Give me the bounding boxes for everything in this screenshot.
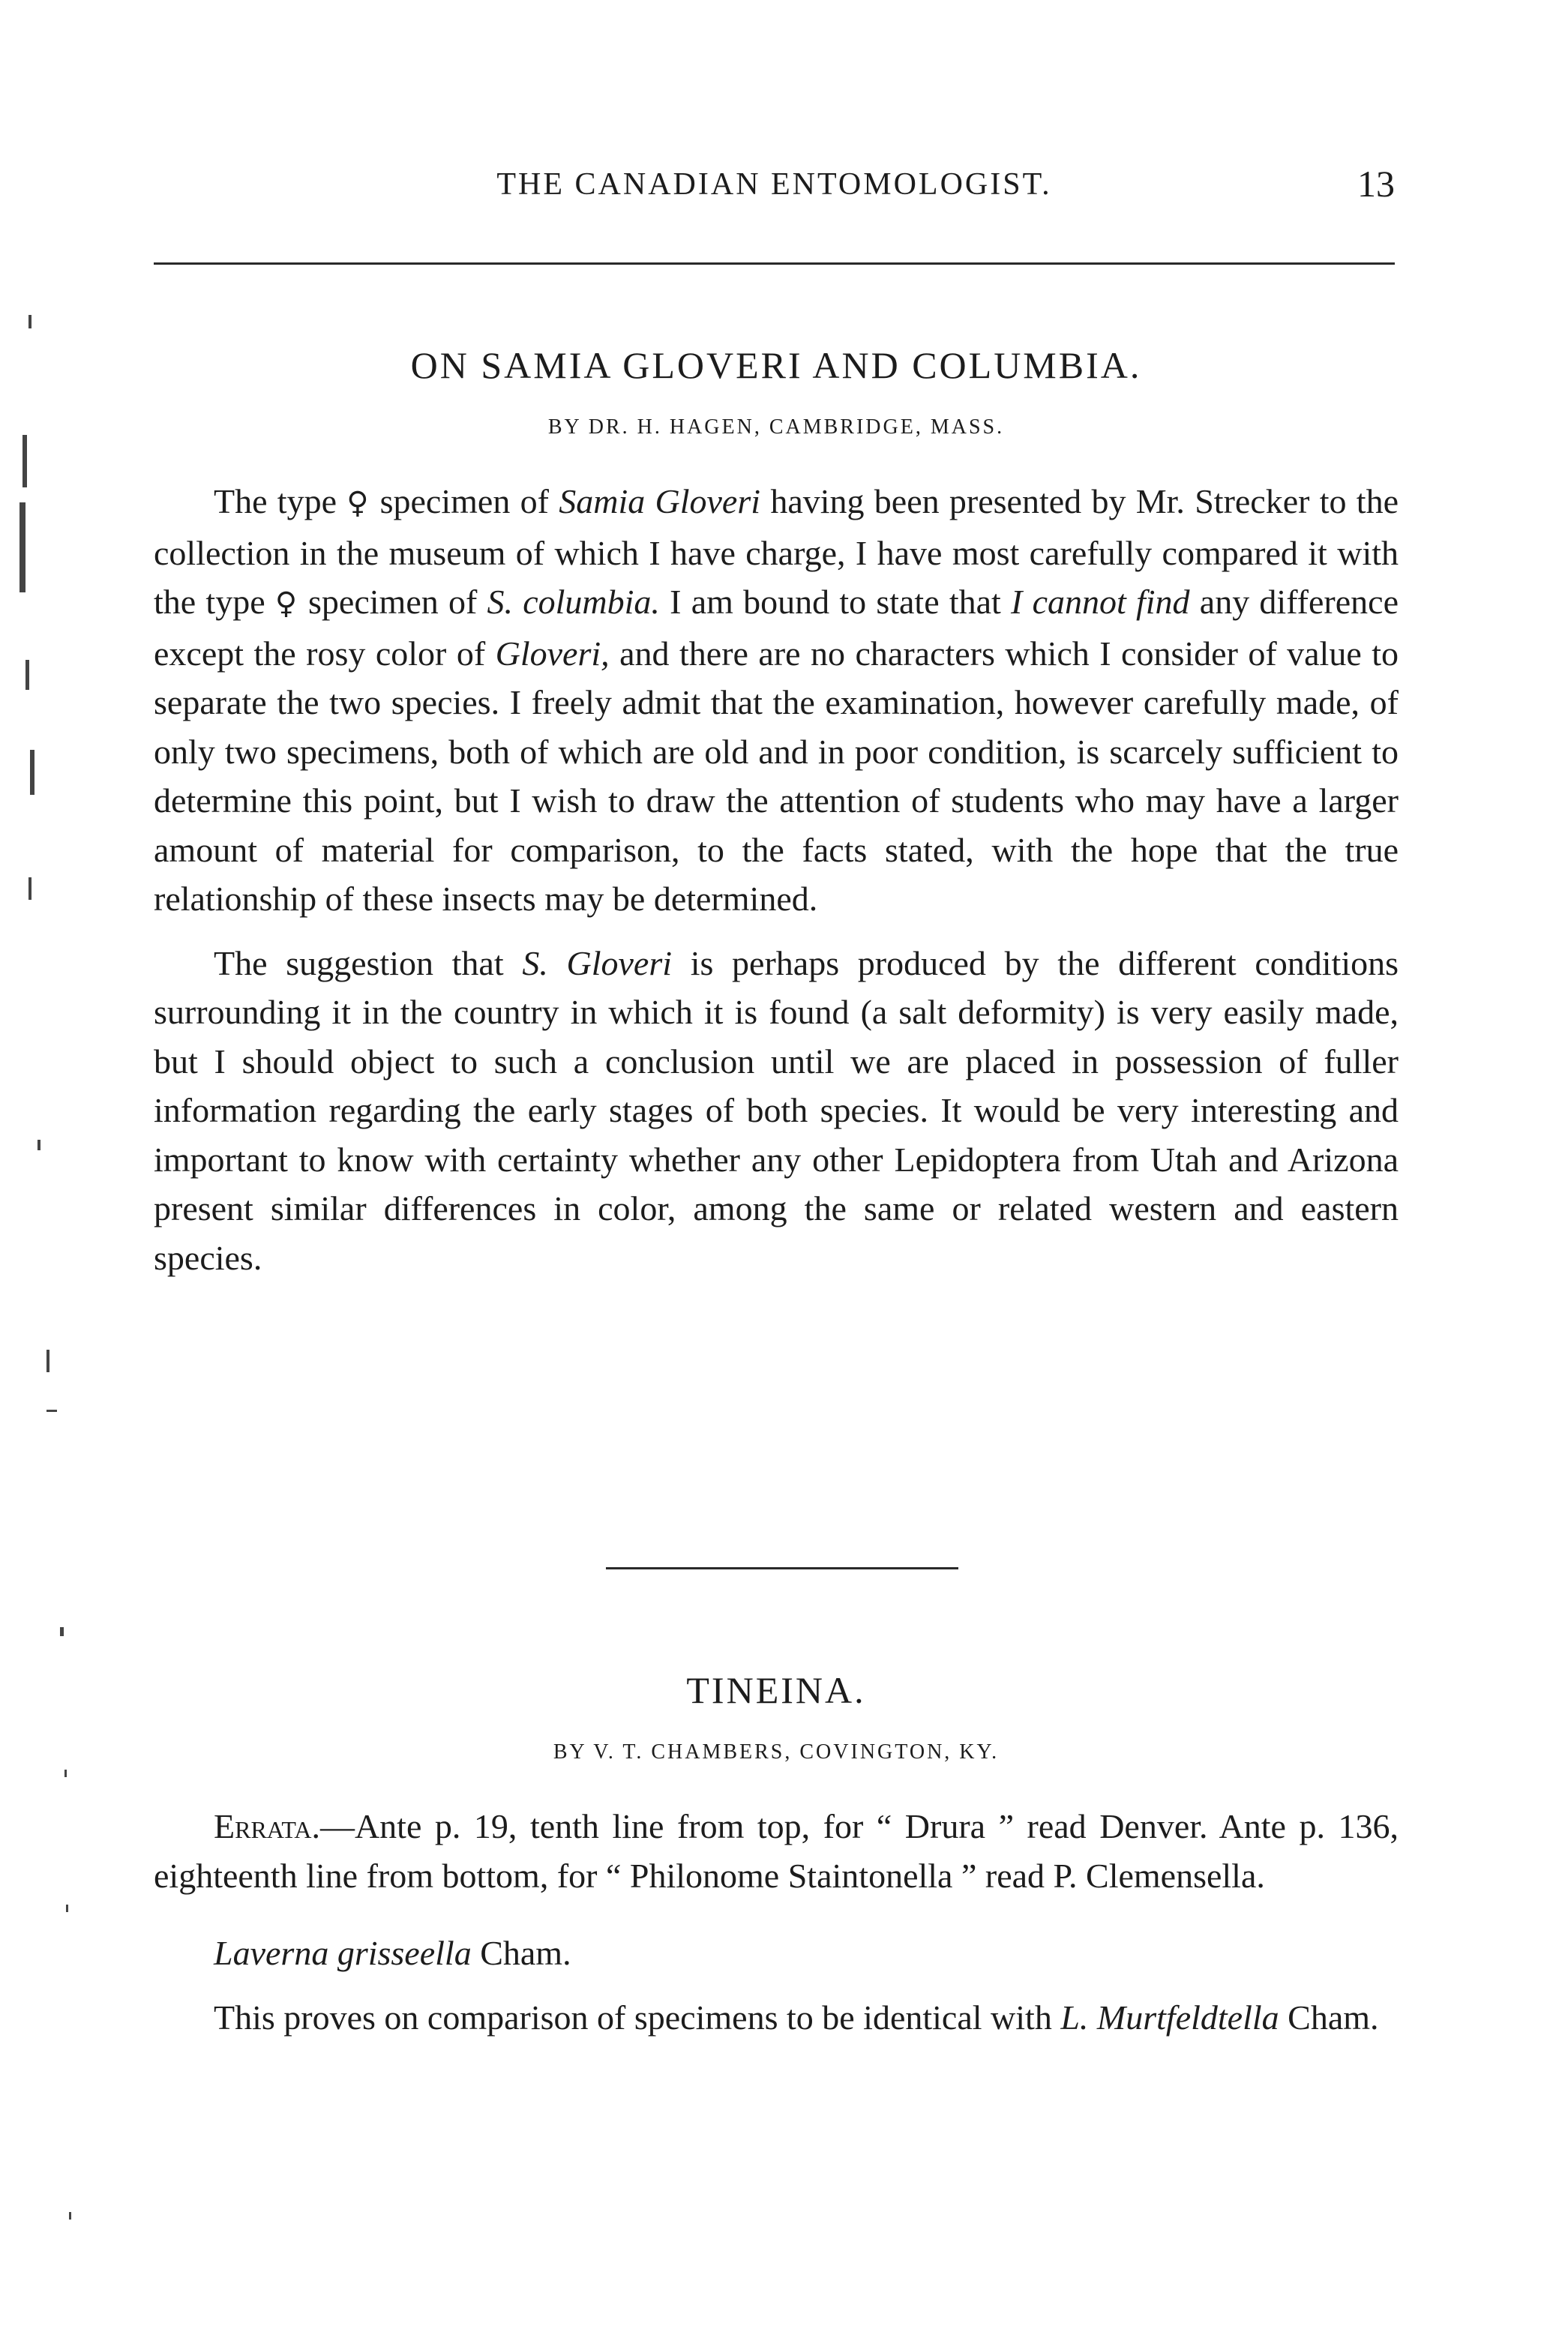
female-symbol: ♀ bbox=[274, 586, 298, 621]
species-name: S. columbia. bbox=[487, 583, 660, 621]
text-run: The suggestion that bbox=[214, 943, 523, 982]
text-run: I am bound to state that bbox=[659, 583, 1012, 621]
text-run: The type bbox=[214, 482, 347, 520]
article-tineina bbox=[154, 1668, 1399, 2057]
article-byline: BY V. T. CHAMBERS, COVINGTON, KY. bbox=[553, 1740, 1000, 1764]
species-name: Samia Gloveri bbox=[559, 482, 761, 520]
species-name: S. Gloveri bbox=[522, 943, 673, 982]
header-rule bbox=[154, 262, 1395, 265]
species-name: Laverna grisseella bbox=[214, 1934, 472, 1972]
text-run: specimen of bbox=[298, 583, 487, 621]
text-run: is perhaps produced by the different conditions surrounding it in the country in which it is found (a salt deformity) is very easily made, but I should object to such a conclusion until we are placed in possession of fuller information regarding the early stages of both species. It would be very interesting and important to know with certainty whether any other Lepidoptera from Utah and Arizona present similar differences in color, among the same or related western and eastern species. bbox=[154, 943, 1399, 1277]
text-run: any difference except the rosy color of bbox=[154, 583, 1399, 673]
text-run: having been presented by Mr. Strecker to the collection in the museum of which I have charge, I have most carefully compared it with the type bbox=[154, 482, 1399, 621]
body-paragraph bbox=[154, 1993, 1399, 2043]
article-byline: BY DR. H. HAGEN, CAMBRIDGE, MASS. bbox=[547, 415, 1005, 439]
text-run: and there are no characters which I consider of value to separate the two species. I freely admit that the examination, however carefully made, of only two specimens, both of which are old and in poor condition, is scarcely sufficient to determine this point, but I wish to draw the attention of students who may have a larger amount of material for comparison, to the facts stated, with the hope that the true relationship of these insects may be determined. bbox=[154, 634, 1399, 918]
errata-paragraph bbox=[154, 1802, 1399, 1900]
article-samia-gloveri bbox=[154, 343, 1399, 1297]
species-name: L. Murtfeldtella bbox=[1060, 1998, 1279, 2037]
species-name: Gloveri, bbox=[495, 634, 610, 673]
text-run: This proves on comparison of specimens to be identical with bbox=[214, 1998, 1061, 2037]
page-number: 13 bbox=[1357, 163, 1395, 205]
text-run: .—Ante p. 19, tenth line from top, for “ Drura ” read Denver. Ante p. 136, eighteenth line from bottom, for “ Philonome Staintonella ” read P. Clemensella. bbox=[154, 1807, 1399, 1895]
running-header bbox=[154, 163, 1395, 219]
emphasis-text: I cannot find bbox=[1011, 583, 1190, 621]
article-title: ON SAMIA GLOVERI AND COLUMBIA. bbox=[410, 344, 1142, 386]
text-run: specimen of bbox=[370, 482, 559, 520]
text-run: Cham. bbox=[1279, 1998, 1379, 2037]
body-paragraph bbox=[154, 939, 1399, 1283]
scan-margin-specks bbox=[0, 0, 82, 2350]
section-divider bbox=[606, 1567, 958, 1569]
article-title: TINEINA. bbox=[686, 1669, 866, 1711]
female-symbol: ♀ bbox=[346, 486, 370, 520]
species-heading bbox=[154, 1929, 1399, 1978]
journal-title: THE CANADIAN ENTOMOLOGIST. bbox=[496, 167, 1052, 202]
species-author: Cham. bbox=[471, 1934, 571, 1972]
errata-label: Errata bbox=[214, 1807, 312, 1845]
body-paragraph bbox=[154, 477, 1399, 924]
